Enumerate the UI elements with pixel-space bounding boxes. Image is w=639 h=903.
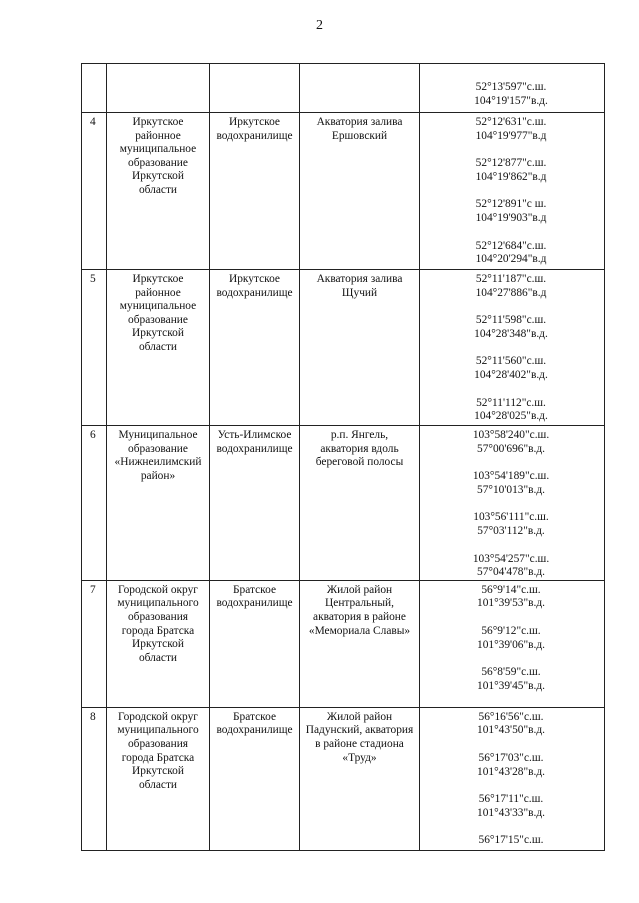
reservoir-cell — [210, 707, 300, 850]
municipality-cell-text: Иркутское районное муниципальное образование Иркутской области — [119, 116, 197, 196]
coordinates-cell — [420, 580, 605, 707]
location-cell — [300, 270, 420, 426]
municipality-cell — [107, 64, 210, 113]
table-body — [82, 64, 605, 851]
coordinate-pair — [422, 752, 600, 779]
row-number-cell — [82, 270, 107, 426]
longitude-value: 57°04'478"в.д. — [477, 566, 545, 579]
location-cell-text: Акватория залива Ершовский — [316, 116, 403, 142]
coordinate-pair — [422, 470, 600, 497]
location-cell-text: Жилой район Падунский, акватория в районе стадиона «Труд» — [305, 710, 414, 764]
coordinate-pair — [422, 584, 600, 611]
longitude-value: 101°43'33"в.д. — [477, 806, 545, 819]
latitude-value: 52°12'684"с.ш. — [475, 239, 547, 252]
reservoir-cell-text: Братское водохранилище — [216, 710, 293, 737]
municipality-cell — [107, 426, 210, 581]
coordinate-pair — [422, 666, 600, 693]
latitude-value: 52°11'112"с.ш. — [476, 396, 546, 409]
longitude-value: 104°28'025"в.д. — [474, 410, 548, 423]
latitude-value: 52°12'631"с.ш. — [475, 116, 547, 128]
latitude-value: 52°11'598"с.ш. — [475, 314, 547, 327]
coordinate-pair — [422, 157, 600, 184]
location-cell-text: Жилой район Центральный, акватория в районе «Мемориала Славы» — [308, 583, 411, 637]
location-cell-text: р.п. Янгель, акватория вдоль береговой полосы — [315, 429, 404, 469]
row-number-cell — [82, 707, 107, 850]
reservoir-cell — [210, 270, 300, 426]
coordinates-cell — [420, 426, 605, 581]
coordinate-pair — [422, 273, 600, 300]
longitude-value: 104°27'886"в.д — [475, 286, 547, 299]
row-number-cell — [82, 113, 107, 270]
coordinate-pair — [422, 314, 600, 341]
coordinate-pair — [422, 198, 600, 225]
coordinates-cell — [420, 64, 605, 113]
longitude-value: 104°20'294"в.д — [475, 253, 547, 266]
coordinate-pair — [422, 511, 600, 538]
latitude-value: 56°17'11"с.ш. — [478, 793, 544, 806]
municipality-cell — [107, 270, 210, 426]
coordinate-pair — [422, 429, 600, 456]
table-row — [82, 580, 605, 707]
longitude-value: 101°39'45"в.д. — [477, 679, 545, 692]
coordinate-pair — [422, 397, 600, 424]
longitude-value: 101°43'28"в.д. — [477, 765, 545, 778]
coordinates-cell — [420, 113, 605, 270]
row-number-cell-text: 5 — [90, 273, 96, 285]
location-cell — [300, 580, 420, 707]
row-number-cell-text: 7 — [90, 583, 96, 596]
location-cell — [300, 113, 420, 270]
reservoir-cell — [210, 426, 300, 581]
table-row — [82, 270, 605, 426]
location-cell-text: Акватория залива Щучий — [316, 273, 403, 299]
table-row — [82, 707, 605, 850]
coordinate-pair — [422, 81, 600, 108]
latitude-value: 56°16'56"с.ш. — [478, 710, 544, 723]
coordinate-pair — [422, 240, 600, 267]
longitude-value: 104°28'402"в.д. — [474, 368, 548, 381]
location-cell — [300, 707, 420, 850]
latitude-value: 56°8'59"с.ш. — [481, 666, 541, 679]
coordinate-pair — [422, 553, 600, 580]
municipality-cell — [107, 113, 210, 270]
latitude-value: 56°9'12"с.ш. — [481, 624, 541, 637]
latitude-value: 103°56'111"с.ш. — [473, 511, 549, 524]
longitude-value: 57°00'696"в.д. — [477, 442, 545, 455]
row-number-cell — [82, 580, 107, 707]
coordinates-cell — [420, 707, 605, 850]
coordinates-cell — [420, 270, 605, 426]
reservoir-cell-text: Братское водохранилище — [216, 583, 293, 610]
table-row — [82, 64, 605, 113]
location-cell — [300, 426, 420, 581]
longitude-value: 101°43'50"в.д. — [477, 724, 545, 737]
municipality-cell — [107, 580, 210, 707]
row-number-cell-text: 4 — [90, 116, 96, 128]
municipality-cell-text: Муниципальное образование «Нижнеилимский район» — [114, 429, 202, 482]
row-number-cell-text: 6 — [90, 429, 96, 441]
longitude-value: 104°19'903"в.д — [475, 211, 547, 224]
latitude-value: 56°17'03"с.ш. — [478, 751, 544, 764]
page-number: 2 — [316, 18, 323, 33]
reservoir-cell — [210, 113, 300, 270]
municipality-cell-text: Городской округ муниципального образования города Братска Иркутской области — [117, 710, 199, 791]
longitude-value: 57°03'112"в.д. — [477, 524, 545, 537]
row-number-cell — [82, 426, 107, 581]
longitude-value: 57°10'013"в.д. — [477, 483, 545, 496]
table-row — [82, 113, 605, 270]
latitude-value: 52°11'187"с.ш. — [475, 273, 547, 285]
row-number-cell-text: 8 — [90, 710, 96, 723]
longitude-value: 104°19'157"в.д. — [474, 94, 548, 107]
municipality-cell-text: Городской округ муниципального образования города Братска Иркутской области — [117, 583, 199, 664]
reservoir-cell — [210, 580, 300, 707]
reservoir-cell-text: Иркутское водохранилище — [216, 273, 293, 299]
longitude-value: 104°19'862"в.д — [475, 170, 547, 183]
longitude-value: 101°39'53"в.д. — [477, 597, 545, 610]
latitude-value: 52°12'877"с.ш. — [475, 157, 547, 170]
municipality-cell-text: Иркутское районное муниципальное образование Иркутской области — [119, 273, 197, 353]
coordinate-pair — [422, 834, 600, 848]
reservoir-cell — [210, 64, 300, 113]
table-row — [82, 426, 605, 581]
municipality-cell — [107, 707, 210, 850]
coordinate-pair — [422, 711, 600, 738]
latitude-value: 56°9'14"с.ш. — [481, 583, 541, 596]
coordinate-pair — [422, 116, 600, 143]
row-number-cell — [82, 64, 107, 113]
latitude-value: 103°54'257"с.ш. — [472, 552, 550, 565]
reservoir-cell-text: Иркутское водохранилище — [216, 116, 293, 142]
latitude-value: 103°58'240"с.ш. — [472, 429, 550, 441]
longitude-value: 101°39'06"в.д. — [477, 638, 545, 651]
longitude-value: 104°19'977"в.д — [475, 129, 547, 142]
reservoir-cell-text: Усть-Илимское водохранилище — [216, 429, 293, 455]
latitude-value: 52°11'560"с.ш. — [475, 355, 547, 368]
coordinate-pair — [422, 625, 600, 652]
latitude-value: 52°13'597"с.ш. — [475, 81, 547, 93]
latitude-value: 103°54'189"с.ш. — [472, 470, 550, 483]
coordinate-pair — [422, 355, 600, 382]
location-cell — [300, 64, 420, 113]
water-areas-table — [81, 63, 605, 851]
coordinate-pair — [422, 793, 600, 820]
latitude-value: 56°17'15"с.ш. — [478, 834, 544, 847]
longitude-value: 104°28'348"в.д. — [474, 327, 548, 340]
latitude-value: 52°12'891"с ш. — [475, 198, 547, 211]
